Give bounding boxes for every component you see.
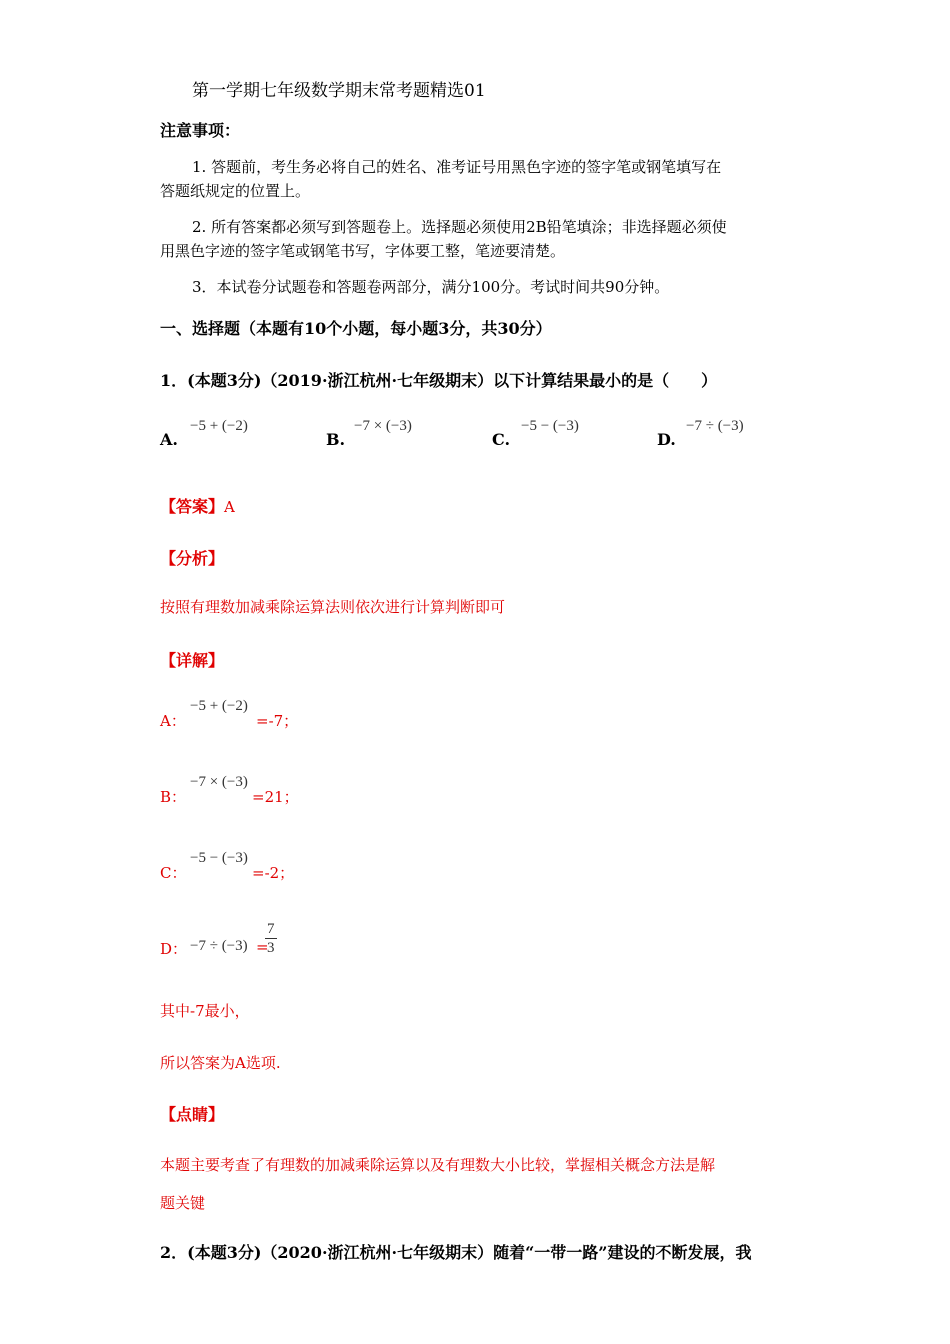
conclusion-1: 其中-7最小， — [160, 1002, 250, 1020]
detail-d-fraction — [265, 920, 277, 957]
notice-item-3: 3．本试卷分试题卷和答题卷两部分，满分100分。考试时间共90分钟。 — [192, 278, 670, 296]
section-heading: 一、选择题（本题有10个小题，每小题3分，共30分） — [160, 319, 552, 338]
detail-b-label: B： — [160, 788, 187, 806]
comment-line-2: 题关键 — [160, 1194, 206, 1212]
notice-item-1-line-2: 答题纸规定的位置上。 — [160, 182, 311, 200]
notice-heading: 注意事项： — [160, 121, 241, 140]
option-c-expr: −5 − (−3) — [521, 418, 579, 434]
option-d-label: D. — [657, 430, 676, 449]
option-d-expr: −7 ÷ (−3) — [686, 418, 744, 434]
question-1-stem: 1．(本题3分)（2019·浙江杭州·七年级期末）以下计算结果最小的是（ ） — [160, 371, 718, 390]
detail-c-label: C： — [160, 864, 187, 882]
detail-a-expr: −5 + (−2) — [190, 698, 248, 714]
detail-a-label: A： — [160, 712, 186, 730]
conclusion-2: 所以答案为A选项. — [160, 1054, 281, 1072]
question-2-stem: 2．(本题3分)（2020·浙江杭州·七年级期末）随着“一带一路”建设的不断发展，我 — [160, 1243, 752, 1262]
detail-tag: 【详解】 — [160, 651, 225, 670]
fraction-numerator: 7 — [267, 921, 275, 937]
detail-d-equals: = — [256, 938, 269, 956]
answer-value: A — [224, 498, 235, 516]
fraction-denominator: 3 — [267, 940, 275, 956]
option-a-label: A. — [160, 430, 178, 449]
comment-line-1: 本题主要考查了有理数的加减乘除运算以及有理数大小比较，掌握相关概念方法是解 — [160, 1156, 716, 1174]
detail-a-result: =-7； — [256, 712, 299, 730]
detail-c-expr: −5 − (−3) — [190, 850, 248, 866]
option-a-expr: −5 + (−2) — [190, 418, 248, 434]
page-title: 第一学期七年级数学期末常考题精选01 — [192, 81, 486, 101]
detail-b-result: =21； — [252, 788, 299, 806]
detail-d-label: D： — [160, 940, 188, 958]
notice-item-2-line-2: 用黑色字迹的签字笔或钢笔书写，字体要工整，笔迹要清楚。 — [160, 242, 566, 260]
detail-b-expr: −7 × (−3) — [190, 774, 248, 790]
notice-item-2-line-1: 2. 所有答案都必须写到答题卷上。选择题必须使用2B铅笔填涂；非选择题必须使 — [192, 218, 727, 236]
detail-d-expr: −7 ÷ (−3) — [190, 938, 248, 954]
option-b-label: B. — [326, 430, 346, 449]
analysis-text: 按照有理数加减乘除运算法则依次进行计算判断即可 — [160, 598, 506, 616]
answer-line — [160, 494, 235, 517]
option-c-label: C. — [492, 430, 511, 449]
detail-c-result: =-2； — [252, 864, 295, 882]
answer-tag: 【答案】 — [160, 497, 225, 516]
analysis-tag: 【分析】 — [160, 549, 225, 568]
notice-item-1-line-1: 1. 答题前，考生务必将自己的姓名、准考证号用黑色字迹的签字笔或钢笔填写在 — [192, 158, 722, 176]
comment-tag: 【点睛】 — [160, 1105, 225, 1124]
option-b-expr: −7 × (−3) — [354, 418, 412, 434]
